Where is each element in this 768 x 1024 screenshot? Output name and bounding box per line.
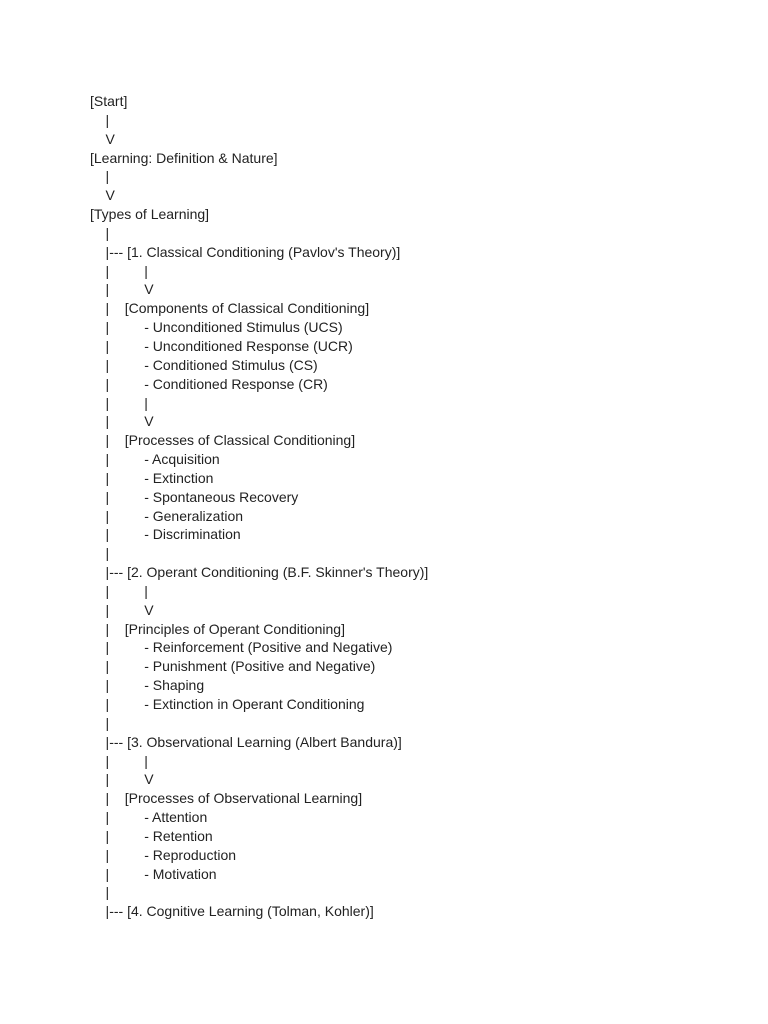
- flow-line: | - Motivation: [90, 865, 217, 882]
- flow-line: |: [90, 111, 110, 128]
- flow-line: | - Extinction: [90, 469, 214, 486]
- flow-line: [Types of Learning]: [90, 206, 210, 223]
- flow-line: V: [90, 130, 115, 147]
- flow-line: |: [90, 224, 110, 241]
- flow-line: | - Punishment (Positive and Negative): [90, 658, 376, 675]
- flow-line: |: [90, 714, 110, 731]
- flow-line: |--- [3. Observational Learning (Albert Bandura)]: [90, 733, 402, 750]
- flow-line: |--- [1. Classical Conditioning (Pavlov's Theory)]: [90, 243, 401, 260]
- flow-line: | - Retention: [90, 827, 213, 844]
- flow-line: | - Reproduction: [90, 846, 237, 863]
- flow-line: | |: [90, 752, 148, 769]
- flow-line: | - Unconditioned Response (UCR): [90, 337, 353, 354]
- flow-line: | |: [90, 394, 148, 411]
- flow-line: | - Shaping: [90, 677, 205, 694]
- flow-line: | V: [90, 601, 154, 618]
- flow-line: | [Processes of Observational Learning]: [90, 790, 363, 807]
- flow-line: | [Components of Classical Conditioning]: [90, 300, 370, 317]
- flow-line: |--- [2. Operant Conditioning (B.F. Skinner's Theory)]: [90, 564, 429, 581]
- flow-line: [Learning: Definition & Nature]: [90, 149, 278, 166]
- flow-line: | [Principles of Operant Conditioning]: [90, 620, 345, 637]
- flow-line: |--- [4. Cognitive Learning (Tolman, Kohler)]: [90, 903, 374, 920]
- text-flowchart: [90, 92, 428, 921]
- flow-line: [Start]: [90, 93, 128, 109]
- flow-line: | - Acquisition: [90, 451, 220, 468]
- flow-line: | - Attention: [90, 809, 208, 826]
- flow-line: |: [90, 168, 110, 185]
- flow-line: | |: [90, 582, 148, 599]
- flow-line: | |: [90, 262, 148, 279]
- flow-line: |: [90, 545, 110, 562]
- flow-line: | - Reinforcement (Positive and Negative): [90, 639, 393, 656]
- flow-line: | - Conditioned Stimulus (CS): [90, 356, 318, 373]
- flow-line: | - Conditioned Response (CR): [90, 375, 328, 392]
- flow-line: | V: [90, 281, 154, 298]
- flow-line: | - Spontaneous Recovery: [90, 488, 299, 505]
- flow-line: | V: [90, 413, 154, 430]
- flow-line: | V: [90, 771, 154, 788]
- flow-line: |: [90, 884, 110, 901]
- flow-line: | - Generalization: [90, 507, 244, 524]
- flow-line: | - Extinction in Operant Conditioning: [90, 696, 365, 712]
- flow-line: | - Discrimination: [90, 526, 241, 543]
- flow-line: | - Unconditioned Stimulus (UCS): [90, 319, 343, 336]
- flow-line: | [Processes of Classical Conditioning]: [90, 432, 356, 449]
- flow-line: V: [90, 187, 115, 204]
